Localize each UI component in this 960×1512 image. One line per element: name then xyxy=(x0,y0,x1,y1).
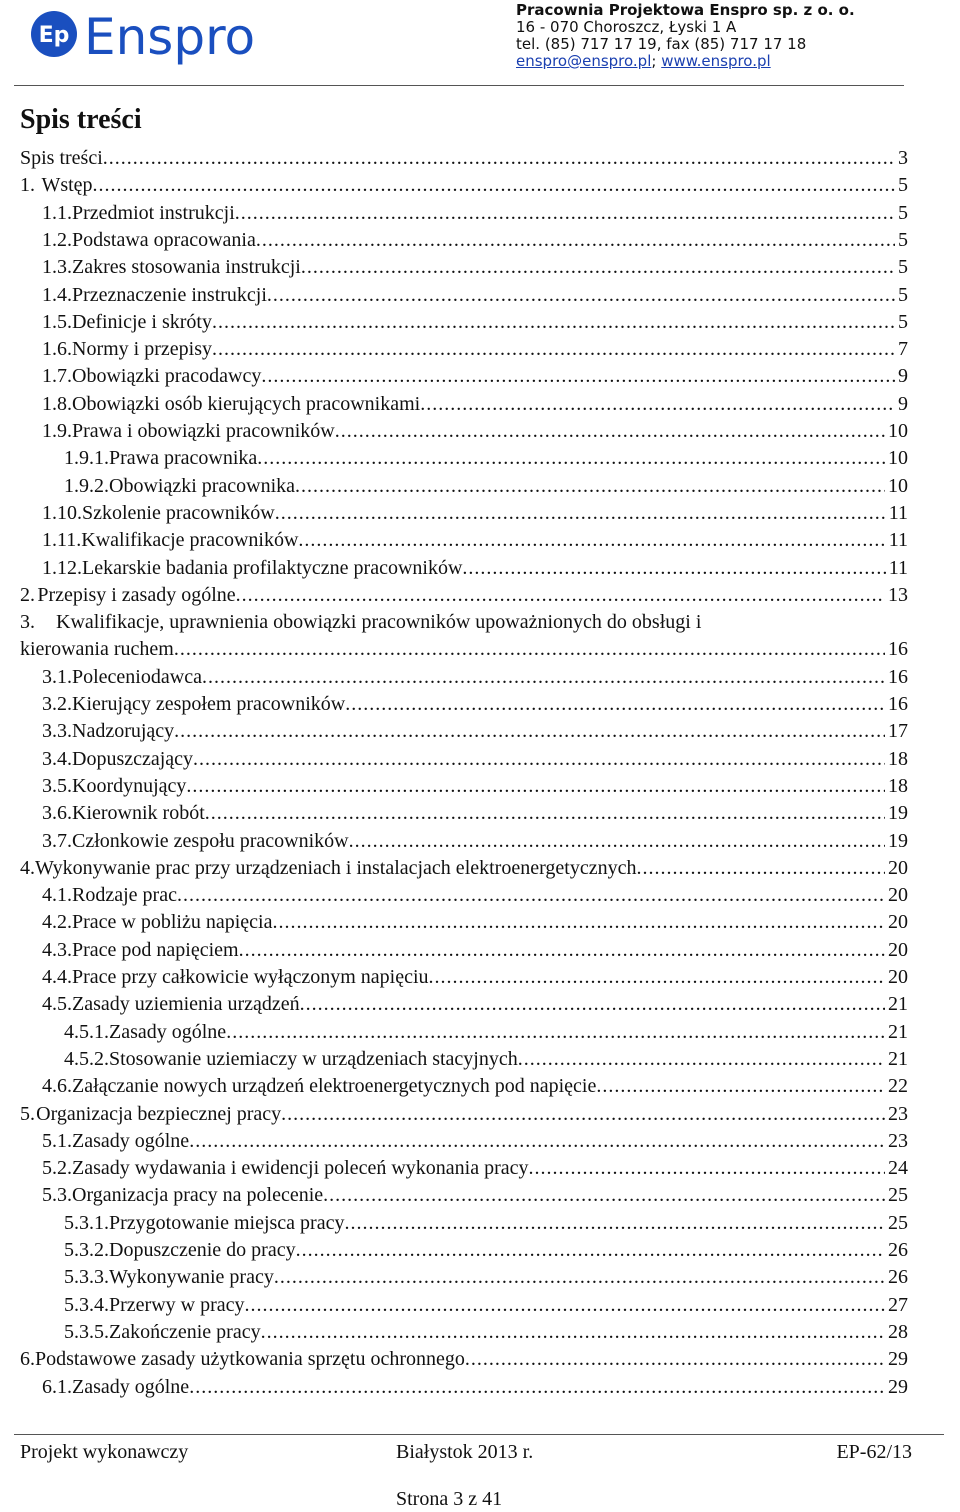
toc-entry[interactable] xyxy=(64,1265,908,1290)
toc-title: Spis treści xyxy=(20,104,142,135)
toc-dot-leader xyxy=(212,310,895,335)
toc-entry[interactable] xyxy=(42,255,908,280)
toc-entry-title: Obowiązki osób kierujących pracownikami xyxy=(72,392,421,415)
toc-dot-leader xyxy=(274,1265,885,1290)
toc-entry-title: Spis treści xyxy=(20,147,103,169)
toc-dot-leader xyxy=(174,719,885,744)
toc-dot-leader xyxy=(420,392,895,417)
toc-entry-title: Zasady ogólne xyxy=(72,1375,190,1398)
toc-entry[interactable] xyxy=(42,1183,908,1208)
toc-dot-leader xyxy=(295,474,885,499)
toc-dot-leader xyxy=(275,501,886,526)
toc-entry-page: 27 xyxy=(888,1293,908,1316)
footer-divider xyxy=(14,1434,944,1435)
toc-entry[interactable] xyxy=(42,829,908,854)
toc-entry-page: 26 xyxy=(888,1239,908,1261)
toc-dot-leader xyxy=(296,1238,885,1263)
toc-entry-title: Prace w pobliżu napięcia xyxy=(72,911,273,934)
toc-entry-number: 4. xyxy=(20,856,35,879)
toc-entry-title: Nadzorujący xyxy=(72,720,175,743)
toc-entry-number: 5.3.4. xyxy=(64,1293,109,1316)
toc-entry[interactable] xyxy=(64,1020,908,1045)
toc-dot-leader xyxy=(257,446,885,471)
toc-entry-title: Przygotowanie miejsca pracy xyxy=(109,1211,345,1234)
toc-entry-page: 7 xyxy=(898,338,908,361)
toc-entry-page: 9 xyxy=(898,392,908,415)
toc-entry-number: 1.3. xyxy=(42,256,72,279)
toc-dot-leader xyxy=(235,201,895,226)
toc-entry-number: 4.2. xyxy=(42,911,72,934)
toc-entry[interactable] xyxy=(42,201,908,226)
toc-dot-leader xyxy=(349,829,885,854)
toc-entry-page: 5 xyxy=(898,201,908,224)
toc-entry-page: 18 xyxy=(888,774,908,797)
toc-entry-number: 3.1. xyxy=(42,665,72,688)
toc-entry[interactable] xyxy=(42,938,908,963)
toc-entry-title: Przeznaczenie instrukcji xyxy=(72,283,267,306)
toc-entry-number: 4.6. xyxy=(42,1075,72,1098)
toc-entry[interactable] xyxy=(42,665,908,690)
toc-entry[interactable] xyxy=(42,965,908,990)
toc-entry[interactable] xyxy=(42,883,908,908)
toc-entry-title: Zakończenie pracy xyxy=(109,1320,261,1343)
toc-entry[interactable] xyxy=(64,1293,908,1318)
toc-dot-leader xyxy=(301,255,895,280)
toc-entry-title: Organizacja pracy na polecenie xyxy=(72,1184,324,1207)
toc-entry-page: 5 xyxy=(898,228,908,251)
toc-entry-title: Kwalifikacje, uprawnienia obowiązki pracowników upoważnionych do obsługi i xyxy=(56,611,702,634)
toc-entry-title: Lekarskie badania profilaktyczne pracowników xyxy=(82,556,463,579)
toc-entry-page: 20 xyxy=(888,966,908,988)
toc-dot-leader xyxy=(193,747,885,772)
toc-entry-title: Prawa i obowiązki pracowników xyxy=(72,420,335,442)
toc-dot-leader xyxy=(429,965,885,990)
toc-entry[interactable] xyxy=(42,1129,908,1154)
toc-entry[interactable] xyxy=(42,337,908,362)
toc-entry-number: 1.4. xyxy=(42,283,72,306)
toc-entry-title: Kierujący zespołem pracowników xyxy=(72,693,346,715)
toc-entry[interactable] xyxy=(42,501,908,526)
toc-dot-leader xyxy=(189,1375,885,1400)
toc-entry-number: 5.2. xyxy=(42,1157,72,1180)
toc-entry-page: 22 xyxy=(888,1075,908,1098)
toc-entry-title: Załączanie nowych urządzeń elektroenergetycznych pod napięcie xyxy=(72,1075,597,1098)
toc-entry-page: 3 xyxy=(898,147,908,169)
toc-entry-title: Rodzaje prac xyxy=(72,884,177,907)
toc-dot-leader xyxy=(636,856,885,881)
toc-entry-number: 5. xyxy=(20,1102,35,1125)
toc-entry-page: 26 xyxy=(888,1266,908,1289)
toc-entry[interactable] xyxy=(20,146,908,171)
toc-entry-title: Zasady ogólne xyxy=(109,1020,227,1043)
toc-entry-title: Normy i przepisy xyxy=(72,338,212,361)
toc-entry-page: 19 xyxy=(888,829,908,852)
toc-entry[interactable] xyxy=(64,474,908,499)
toc-dot-leader xyxy=(93,173,895,198)
page-header xyxy=(0,0,960,88)
toc-entry-title: Koordynujący xyxy=(72,774,187,797)
toc-entry-number: 1.9.2. xyxy=(64,474,109,497)
toc-entry[interactable] xyxy=(20,173,908,198)
toc-entry-page: 20 xyxy=(888,911,908,934)
toc-entry[interactable] xyxy=(42,419,908,444)
contact-separator: ; xyxy=(651,52,662,70)
toc-entry-number: 6.1. xyxy=(42,1375,72,1398)
toc-entry-number: 1.8. xyxy=(42,392,72,415)
toc-dot-leader xyxy=(300,992,885,1017)
toc-entry-page: 11 xyxy=(888,556,908,579)
toc-dot-leader xyxy=(261,1320,885,1345)
toc-entry-number: 3.2. xyxy=(42,693,72,715)
toc-entry-title: Kwalifikacje pracowników xyxy=(81,529,299,552)
toc-entry-title: Przerwy w pracy xyxy=(109,1293,245,1316)
toc-entry[interactable] xyxy=(42,392,908,417)
toc-entry-page: 11 xyxy=(888,529,908,552)
toc-entry-number: 4.5. xyxy=(42,993,72,1016)
toc-entry[interactable] xyxy=(42,556,908,581)
toc-dot-leader xyxy=(256,228,895,253)
toc-entry-number: 1.11. xyxy=(42,529,82,552)
toc-entry[interactable] xyxy=(64,446,908,471)
toc-entry-page: 16 xyxy=(888,693,908,715)
toc-entry-number: 4.4. xyxy=(42,966,72,988)
footer-doc-number: EP-62/13 xyxy=(836,1441,912,1463)
toc-dot-leader xyxy=(272,910,885,935)
toc-entry[interactable] xyxy=(42,801,908,826)
toc-entry-number: 1.12. xyxy=(42,556,82,579)
toc-entry-number: 3.4. xyxy=(42,747,72,770)
toc-dot-leader xyxy=(465,1347,885,1372)
toc-entry-page: 19 xyxy=(888,802,908,825)
toc-entry-title: Stosowanie uziemiaczy w urządzeniach stacyjnych xyxy=(109,1047,518,1070)
toc-entry-number: 1.9. xyxy=(42,420,72,442)
toc-entry-number: 3.5. xyxy=(42,774,72,797)
toc-entry-page: 20 xyxy=(888,856,908,879)
toc-entry-page: 24 xyxy=(888,1157,908,1180)
toc-entry[interactable] xyxy=(64,1238,908,1263)
toc-entry-number: 5.3.1. xyxy=(64,1211,109,1234)
toc-entry[interactable] xyxy=(64,1047,908,1072)
toc-entry[interactable] xyxy=(64,1211,908,1236)
toc-entry[interactable] xyxy=(42,1375,908,1400)
toc-entry-title: Prace pod napięciem xyxy=(72,938,239,961)
toc-entry-page: 21 xyxy=(888,1047,908,1070)
toc-entry[interactable] xyxy=(20,610,908,635)
toc-entry-number: 5.3.5. xyxy=(64,1320,109,1343)
toc-entry-page: 21 xyxy=(888,993,908,1016)
toc-dot-leader xyxy=(177,883,885,908)
toc-dot-leader xyxy=(174,637,885,662)
toc-entry-page: 21 xyxy=(888,1020,908,1043)
toc-entry[interactable] xyxy=(20,1102,908,1127)
enspro-logo xyxy=(28,6,268,66)
toc-entry-title: Przepisy i zasady ogólne xyxy=(37,583,236,606)
toc-entry-title: Dopuszczający xyxy=(72,747,194,770)
toc-entry-number: 1.5. xyxy=(42,310,72,333)
toc-entry-title: Szkolenie pracowników xyxy=(82,501,275,524)
toc-dot-leader xyxy=(267,283,895,308)
toc-entry-page: 23 xyxy=(888,1129,908,1152)
toc-entry-number: 4.3. xyxy=(42,938,72,961)
toc-entry-title: Prace przy całkowicie wyłączonym napięciu xyxy=(72,966,429,988)
toc-entry-number: 2. xyxy=(20,583,35,606)
toc-entry-page: 11 xyxy=(888,501,908,524)
toc-dot-leader xyxy=(281,1102,885,1127)
toc-entry-title: Prawa pracownika xyxy=(109,447,258,470)
toc-entry-page: 20 xyxy=(888,884,908,907)
toc-entry[interactable] xyxy=(42,228,908,253)
toc-entry-page: 23 xyxy=(888,1102,908,1125)
toc-entry[interactable] xyxy=(20,1347,908,1372)
toc-entry[interactable] xyxy=(42,774,908,799)
toc-dot-leader xyxy=(103,146,895,171)
company-info xyxy=(516,2,916,70)
toc-entry-title: Dopuszczenie do pracy xyxy=(109,1239,296,1261)
toc-entry-title: Wstęp xyxy=(41,174,93,197)
footer-project: Projekt wykonawczy xyxy=(20,1441,189,1463)
toc-entry-page: 18 xyxy=(888,747,908,770)
toc-dot-leader xyxy=(528,1156,885,1181)
toc-entry-number: 3.3. xyxy=(42,720,72,743)
toc-entry-title: Zasady uziemienia urządzeń xyxy=(72,993,300,1016)
toc-entry[interactable] xyxy=(42,1074,908,1099)
toc-entry-page: 25 xyxy=(888,1184,908,1207)
toc-entry[interactable] xyxy=(64,1320,908,1345)
toc-entry-page: 10 xyxy=(888,420,908,442)
toc-dot-leader xyxy=(323,1183,885,1208)
toc-entry-title: Zasady wydawania i ewidencji poleceń wykonania pracy xyxy=(72,1157,529,1180)
toc-entry-page: 9 xyxy=(898,365,908,388)
toc-entry-page: 16 xyxy=(888,665,908,688)
toc-entry[interactable] xyxy=(42,528,908,553)
toc-entry[interactable] xyxy=(42,910,908,935)
toc-entry-title: Kierownik robót xyxy=(72,802,205,825)
toc-entry[interactable] xyxy=(42,364,908,389)
toc-entry-page: 20 xyxy=(888,938,908,961)
website-link[interactable]: www.enspro.pl xyxy=(661,52,771,70)
toc-entry-page: 29 xyxy=(888,1348,908,1371)
toc-entry-page: 17 xyxy=(888,720,908,743)
toc-entry[interactable] xyxy=(20,856,908,881)
toc-entry-number: 1. xyxy=(20,174,35,197)
toc-dot-leader xyxy=(186,774,885,799)
toc-entry-page: 10 xyxy=(888,474,908,497)
toc-dot-leader xyxy=(596,1074,885,1099)
toc-entry-page: 10 xyxy=(888,447,908,470)
toc-entry[interactable] xyxy=(20,637,908,662)
toc-dot-leader xyxy=(189,1129,885,1154)
toc-entry-title: Przedmiot instrukcji xyxy=(72,201,235,224)
toc-dot-leader xyxy=(205,801,885,826)
header-divider xyxy=(14,85,904,86)
toc-entry-title: Podstawa opracowania xyxy=(72,228,256,251)
toc-dot-leader xyxy=(261,364,895,389)
toc-entry-title: Definicje i skróty xyxy=(72,310,212,333)
toc-entry-page: 13 xyxy=(888,583,908,606)
toc-entry-number: 1.1. xyxy=(42,201,72,224)
toc-entry-number: 5.3. xyxy=(42,1184,72,1207)
toc-entry-number: 1.2. xyxy=(42,228,72,251)
toc-entry-number: 1.10. xyxy=(42,501,82,524)
toc-entry-number: 5.3.2. xyxy=(64,1239,109,1261)
toc-entry-number: 1.9.1. xyxy=(64,447,109,470)
toc-entry-title: Wykonywanie prac przy urządzeniach i instalacjach elektroenergetycznych xyxy=(35,856,637,879)
toc-entry-page: 5 xyxy=(898,256,908,279)
toc-entry[interactable] xyxy=(20,583,908,608)
toc-dot-leader xyxy=(236,583,885,608)
toc-entry[interactable] xyxy=(42,310,908,335)
logo-mark: Ep xyxy=(38,23,70,48)
company-name: Pracownia Projektowa Enspro sp. z o. o. xyxy=(516,1,855,19)
toc-entry[interactable] xyxy=(42,283,908,308)
toc-entry-page: 25 xyxy=(888,1211,908,1234)
toc-dot-leader xyxy=(245,1293,886,1318)
toc-dot-leader xyxy=(518,1047,885,1072)
toc-dot-leader xyxy=(202,665,885,690)
toc-entry-number: 4.5.2. xyxy=(64,1047,109,1070)
toc-dot-leader xyxy=(345,692,885,717)
toc-dot-leader xyxy=(226,1020,885,1045)
toc-entry-number: 1.7. xyxy=(42,365,72,388)
toc-entry-title: Organizacja bezpiecznej pracy xyxy=(36,1102,282,1125)
company-phone: tel. (85) 717 17 19, fax (85) 717 17 18 xyxy=(516,35,807,53)
toc-dot-leader xyxy=(335,419,885,444)
toc-dot-leader xyxy=(239,938,885,963)
footer-place-date: Białystok 2013 r. xyxy=(396,1441,534,1463)
company-address: 16 - 070 Choroszcz, Łyski 1 A xyxy=(516,18,737,36)
toc-entry-number: 3. xyxy=(20,611,35,634)
toc-entry-title: Podstawowe zasady użytkowania sprzętu ochronnego xyxy=(35,1348,465,1371)
toc-dot-leader xyxy=(212,337,895,362)
toc-entry[interactable] xyxy=(42,992,908,1017)
toc-entry-title: Wykonywanie pracy xyxy=(109,1266,274,1289)
toc-entry-title: Obowiązki pracownika xyxy=(109,474,296,497)
toc-entry-page: 16 xyxy=(888,638,908,661)
email-link[interactable]: enspro@enspro.pl xyxy=(516,52,652,70)
toc-dot-leader xyxy=(344,1211,885,1236)
toc-entry-number: 5.1. xyxy=(42,1129,72,1152)
toc-entry-title: Poleceniodawca xyxy=(72,665,202,688)
toc-entry[interactable] xyxy=(42,747,908,772)
toc-entry-number: 6. xyxy=(20,1348,35,1371)
toc-entry-title: Członkowie zespołu pracowników xyxy=(72,829,349,852)
toc-entry-page: 28 xyxy=(888,1320,908,1343)
toc-entry-number: 4.1. xyxy=(42,884,72,907)
company-contact xyxy=(516,53,916,70)
toc-entry-title: Obowiązki pracodawcy xyxy=(72,365,262,388)
toc-entry-page: 29 xyxy=(888,1375,908,1398)
toc-entry-number: 3.6. xyxy=(42,802,72,825)
toc-entry[interactable] xyxy=(42,692,908,717)
toc-entry[interactable] xyxy=(42,1156,908,1181)
toc-entry-number: 3.7. xyxy=(42,829,72,852)
toc-entry-number: 1.6. xyxy=(42,338,72,361)
toc-entry[interactable] xyxy=(42,719,908,744)
toc-dot-leader xyxy=(462,556,885,581)
toc-entry-page: 5 xyxy=(898,174,908,197)
toc-entry-number: 4.5.1. xyxy=(64,1020,109,1043)
toc-entry-page: 5 xyxy=(898,310,908,333)
page-number: Strona 3 z 41 xyxy=(396,1488,503,1510)
toc-dot-leader xyxy=(298,528,885,553)
logo-text: Enspro xyxy=(84,8,256,66)
toc-entry-number: 5.3.3. xyxy=(64,1266,109,1289)
toc-entry-page: 5 xyxy=(898,283,908,306)
toc-entry-title: Zasady ogólne xyxy=(72,1129,190,1152)
toc-entry-title: Zakres stosowania instrukcji xyxy=(72,256,301,279)
toc-entry-title: kierowania ruchem xyxy=(20,638,174,661)
